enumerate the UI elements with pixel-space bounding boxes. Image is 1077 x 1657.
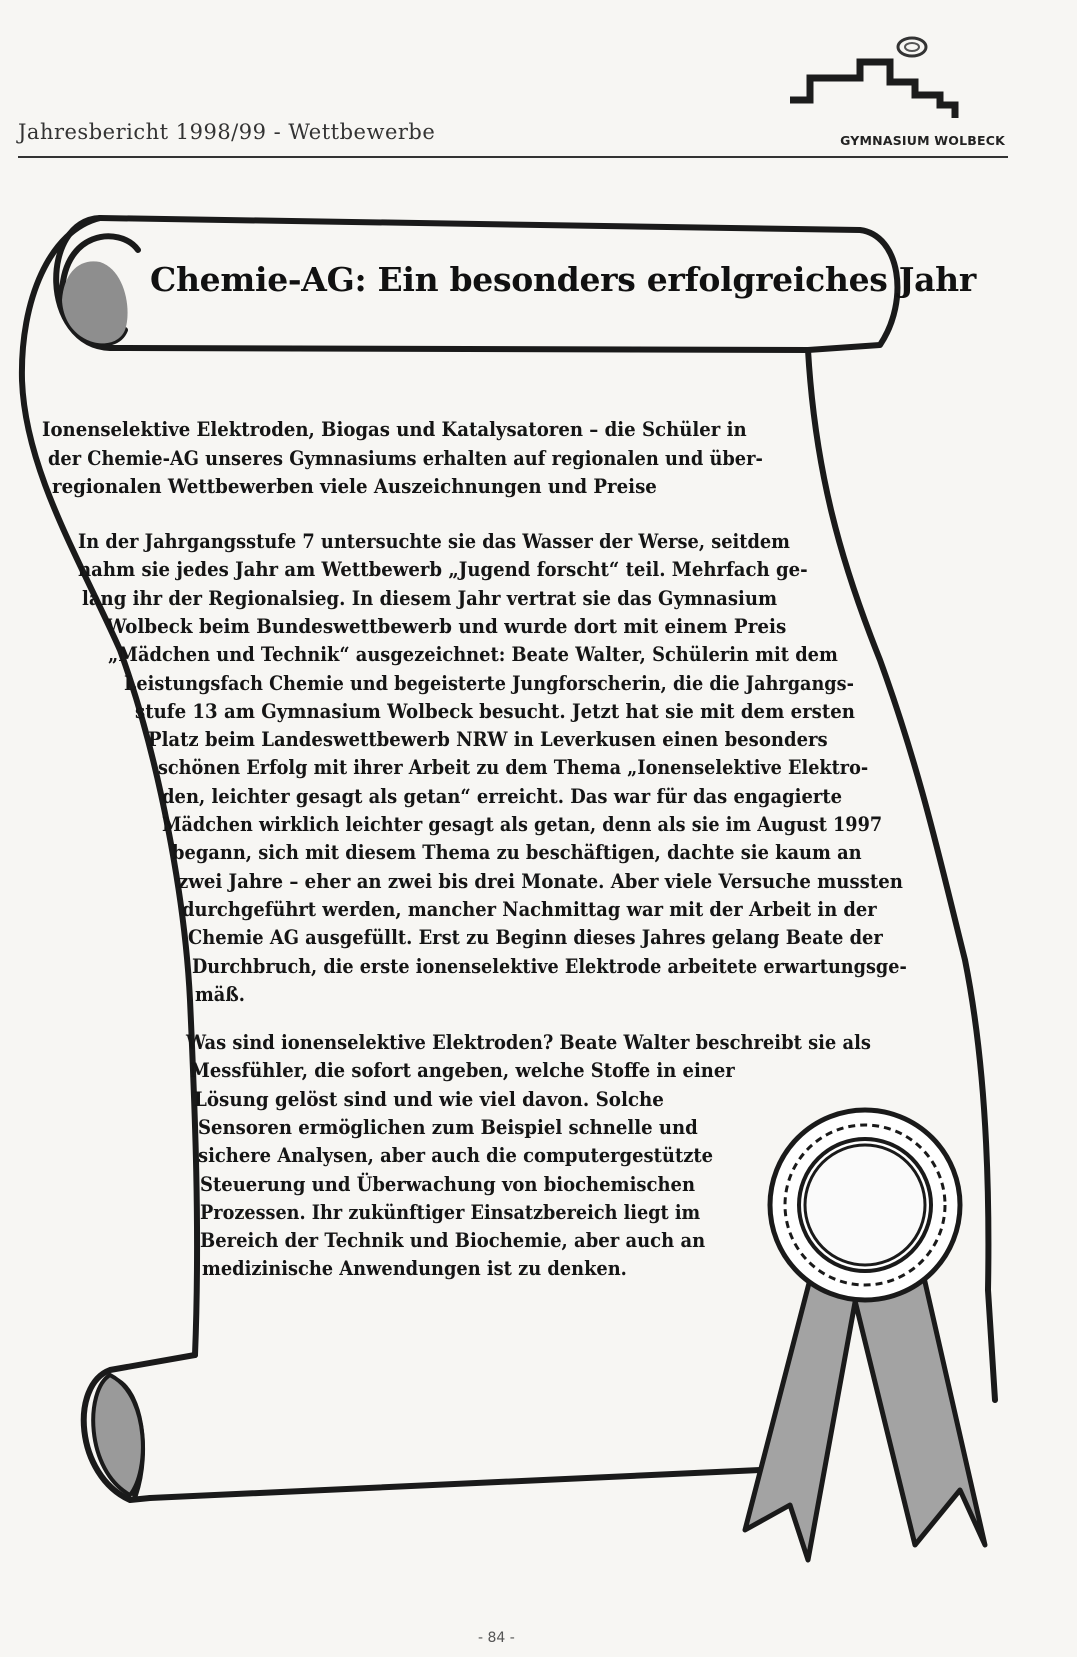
body-line: In der Jahrgangsstufe 7 untersuchte sie das Wasser der Werse, seitdem — [78, 530, 790, 553]
body-line: mäß. — [195, 982, 245, 1006]
body-line: Leistungsfach Chemie und begeisterte Jungforscherin, die die Jahrgangs- — [124, 671, 854, 695]
article-title: Chemie-AG: Ein besonders erfolgreiches Jahr — [150, 260, 976, 299]
body-line: Wolbeck beim Bundeswettbewerb und wurde dort mit einem Preis — [106, 614, 787, 638]
intro-line: regionalen Wettbewerben viele Auszeichnungen und Preise — [52, 475, 657, 498]
closing-line: medizinische Anwendungen ist zu denken. — [202, 1257, 627, 1281]
body-line: durchgeführt werden, mancher Nachmittag war mit der Arbeit in der — [182, 897, 877, 921]
body-line: Platz beim Landeswettbewerb NRW in Leverkusen einen besonders — [148, 728, 828, 752]
body-line: stufe 13 am Gymnasium Wolbeck besucht. Jetzt hat sie mit dem ersten — [135, 699, 855, 723]
body-line: Chemie AG ausgefüllt. Erst zu Beginn dieses Jahres gelang Beate der — [188, 926, 883, 950]
closing-line: Steuerung und Überwachung von biochemischen — [200, 1172, 696, 1196]
intro-line: Ionenselektive Elektroden, Biogas und Katalysatoren – die Schüler in — [42, 418, 747, 441]
page-number: - 84 - — [478, 1630, 515, 1646]
closing-line: Sensoren ermöglichen zum Beispiel schnelle und — [198, 1115, 698, 1139]
body-line: den, leichter gesagt als getan“ erreicht. Das war für das engagierte — [162, 784, 843, 808]
body-line: schönen Erfolg mit ihrer Arbeit zu dem Thema „Ionenselektive Elektro- — [158, 756, 869, 780]
body-line: „Mädchen und Technik“ ausgezeichnet: Beate Walter, Schülerin mit dem — [108, 643, 838, 667]
closing-line: Was sind ionenselektive Elektroden? Beate Walter beschreibt sie als — [186, 1031, 871, 1054]
body-line: Durchbruch, die erste ionenselektive Elektrode arbeitete erwartungsge- — [192, 954, 907, 978]
award-rosette-icon — [745, 1110, 985, 1560]
closing-line: Prozessen. Ihr zukünftiger Einsatzbereich liegt im — [200, 1200, 701, 1224]
closing-line: Messfühler, die sofort angeben, welche Stoffe in einer — [190, 1059, 735, 1083]
school-name: GYMNASIUM WOLBECK — [840, 133, 1005, 148]
report-header-title: Jahresbericht 1998/99 - Wettbewerbe — [18, 120, 436, 144]
intro-line: der Chemie-AG unseres Gymnasiums erhalten auf regionalen und über- — [48, 446, 763, 470]
body-line: begann, sich mit diesem Thema zu beschäftigen, dachte sie kaum an — [172, 841, 862, 865]
body-line: Mädchen wirklich leichter gesagt als getan, denn als sie im August 1997 — [162, 813, 883, 836]
closing-line: Lösung gelöst sind und wie viel davon. Solche — [194, 1087, 664, 1111]
body-line: lang ihr der Regionalsieg. In diesem Jahr vertrat sie das Gymnasium — [82, 586, 778, 610]
closing-line: sichere Analysen, aber auch die computergestützte — [198, 1144, 714, 1168]
closing-line: Bereich der Technik und Biochemie, aber auch an — [200, 1229, 706, 1253]
body-line: nahm sie jedes Jahr am Wettbewerb „Jugend forscht“ teil. Mehrfach ge- — [78, 558, 808, 582]
body-line: zwei Jahre – eher an zwei bis drei Monate. Aber viele Versuche mussten — [178, 869, 903, 893]
